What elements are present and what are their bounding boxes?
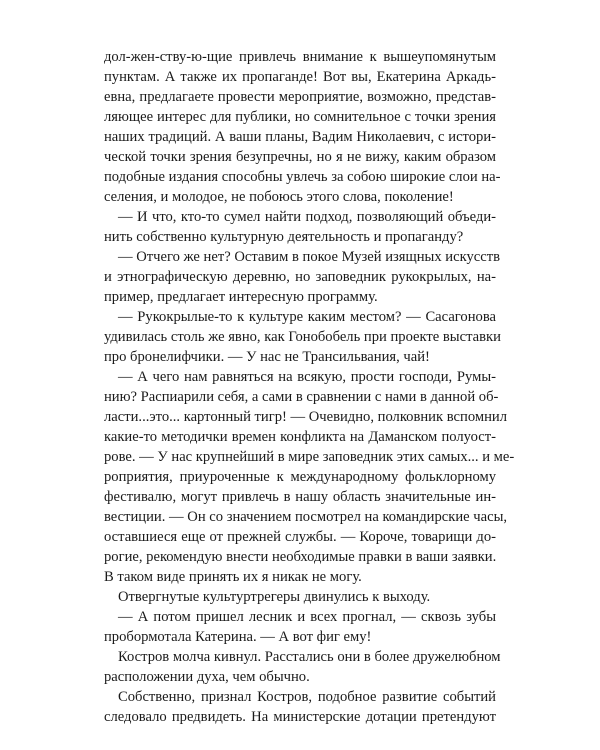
text-line: ляющее интерес для публики, но сомнительное с точки зрения bbox=[104, 109, 496, 125]
text-line: пробормотала Катерина. — А вот фиг ему! bbox=[104, 629, 372, 645]
text-line: нить собственно культурную деятельность и пропаганду? bbox=[104, 229, 464, 245]
text-line: про бронелифчики. — У нас не Трансильвания, чай! bbox=[104, 349, 430, 365]
text-line: рове. — У нас крупнейший в мире заповедник этих самых... и ме- bbox=[104, 449, 515, 465]
text-line: пунктам. А также их пропаганде! Вот вы, Екатерина Аркадь- bbox=[104, 69, 496, 85]
text-line: оставшиеся еще от прежней службы. — Короче, товарищи до- bbox=[104, 529, 496, 545]
text-line: — И что, кто-то сумел найти подход, позволяющий объеди- bbox=[118, 209, 496, 225]
text-line: вестиции. — Он со значением посмотрел на командирские часы, bbox=[104, 509, 508, 525]
text-line: ласти...это... картонный тигр! — Очевидно, полковник вспомнил bbox=[104, 409, 507, 425]
text-line: Костров молча кивнул. Расстались они в более дружелюбном bbox=[118, 649, 501, 665]
text-line: дол-жен-ству-ю-щие привлечь внимание к вышеупомянутым bbox=[104, 49, 496, 65]
text-line: Отвергнутые культуртрегеры двинулись к выходу. bbox=[118, 589, 431, 605]
text-line: — Рукокрылые-то к культуре каким местом? — Сасагонова bbox=[118, 309, 496, 325]
text-line: какие-то методички времен конфликта на Даманском полуост- bbox=[104, 429, 496, 445]
text-line: пример, предлагает интересную программу. bbox=[104, 289, 378, 305]
text-line: роприятия, приуроченные к международному фольклорному bbox=[104, 469, 496, 485]
text-line: селения, и молодое, не побоюсь этого слова, поколение! bbox=[104, 189, 454, 205]
text-line: — А чего нам равняться на всякую, прости господи, Румы- bbox=[118, 369, 496, 385]
text-line: — Отчего же нет? Оставим в покое Музей изящных искусств bbox=[118, 249, 500, 265]
text-line: следовало предвидеть. На министерские дотации претендуют bbox=[104, 709, 496, 725]
text-line: удивилась столь же явно, как Гонобобель при проекте выставки bbox=[104, 329, 501, 345]
text-line: и этнографическую деревню, но заповедник рукокрылых, на- bbox=[104, 269, 496, 285]
text-line: фестивалю, могут привлечь в нашу область значительные ин- bbox=[104, 489, 496, 505]
text-line: подобные издания способны увлечь за собою широкие слои на- bbox=[104, 169, 501, 185]
text-line: рогие, рекомендую внести необходимые правки в ваши заявки. bbox=[104, 549, 497, 565]
text-line: ческой точки зрения безупречны, но я не вижу, каким образом bbox=[104, 149, 496, 165]
text-line: наших традиций. А ваши планы, Вадим Николаевич, с истори- bbox=[104, 129, 496, 145]
text-line: Собственно, признал Костров, подобное развитие событий bbox=[118, 689, 496, 705]
text-line: евна, предлагаете провести мероприятие, возможно, представ- bbox=[104, 89, 496, 105]
text-line: расположении духа, чем обычно. bbox=[104, 669, 310, 685]
text-line: — А потом пришел лесник и всех прогнал, — сквозь зубы bbox=[118, 609, 496, 625]
text-line: нию? Распиарили себя, а сами в сравнении с нами в данной об- bbox=[104, 389, 499, 405]
text-line: В таком виде принять их я никак не могу. bbox=[104, 569, 362, 585]
